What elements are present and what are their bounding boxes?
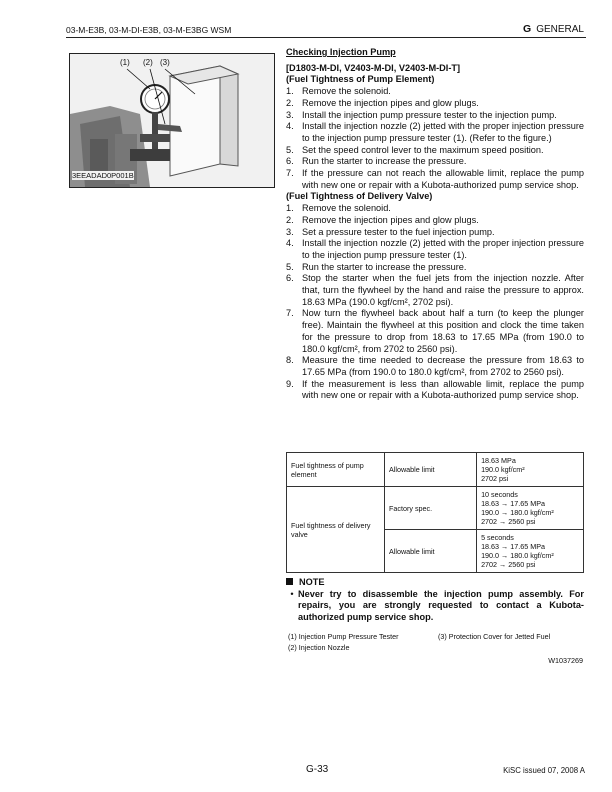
spec-type: Allowable limit	[385, 453, 477, 487]
step-text: Install the injection pump pressure tester to the injection pump.	[302, 109, 557, 120]
value-line: 18.63 → 17.65 MPa	[481, 499, 545, 508]
issue-info: KiSC issued 07, 2008 A	[503, 766, 585, 775]
value-line: 2702 → 2560 psi	[481, 560, 536, 569]
step-text: Remove the injection pipes and glow plugs.	[302, 97, 479, 108]
header-rule	[66, 37, 586, 38]
step-number: 7.	[286, 168, 294, 179]
value-line: 18.63 MPa	[481, 456, 516, 465]
note-square-icon	[286, 578, 293, 585]
callout-1: (1)	[120, 58, 130, 67]
step-text: Install the injection nozzle (2) jetted with the proper injection pressure to the injection pump pressure tester (1). (Refer to the figure.)	[302, 121, 584, 143]
step-text: Stop the starter when the fuel jets from the injection nozzle. After that, turn the flywheel by the hand and raise the pressure to approx. 18.63 MPa (190.0 kgf/cm², 2702 psi).	[302, 273, 584, 307]
figure-injection-pump-tester	[69, 53, 275, 188]
value-line: 18.63 → 17.65 MPa	[481, 542, 545, 551]
step-text: Set the speed control lever to the maximum speed position.	[302, 144, 544, 155]
step-text: Run the starter to increase the pressure.	[302, 261, 467, 272]
delivery-valve-heading: (Fuel Tightness of Delivery Valve)	[286, 191, 433, 202]
pump-element-heading: (Fuel Tightness of Pump Element)	[286, 74, 435, 85]
spec-value	[477, 530, 584, 573]
spec-value	[477, 487, 584, 530]
value-line: 2702 → 2560 psi	[481, 517, 536, 526]
step-number: 5.	[286, 144, 294, 155]
value-line: 5 seconds	[481, 533, 514, 542]
step-text: Set a pressure tester to the fuel injection pump.	[302, 226, 495, 237]
bullet-icon: •	[290, 588, 294, 599]
list-item	[286, 121, 584, 144]
callout-3: (3)	[160, 58, 170, 67]
spec-item-delivery-valve: Fuel tightness of delivery valve	[287, 487, 385, 573]
list-item	[286, 145, 584, 157]
running-header-left: 03-M-E3B, 03-M-DI-E3B, 03-M-E3BG WSM	[66, 25, 232, 35]
step-text: If the measurement is less than allowable limit, replace the pump with new one or repair with a Kubota-authorized pump service shop.	[302, 378, 584, 401]
value-line: 190.0 → 180.0 kgf/cm²	[481, 551, 554, 560]
figure-caption: 3EEADAD0P001B	[72, 171, 134, 180]
step-number: 2.	[286, 214, 294, 225]
step-number: 6.	[286, 273, 294, 284]
section-letter: G	[523, 23, 532, 35]
step-number: 4.	[286, 238, 294, 249]
step-number: 8.	[286, 355, 294, 366]
figure-legend	[288, 631, 588, 653]
list-item	[286, 215, 584, 227]
step-number: 5.	[286, 261, 294, 272]
list-item	[286, 355, 584, 378]
document-code: W1037269	[548, 656, 583, 665]
step-number: 6.	[286, 156, 294, 167]
step-text: If the pressure can not reach the allowable limit, replace the pump with new one or repair with a Kubota-authorized pump service shop.	[302, 168, 584, 190]
procedure-content	[286, 47, 584, 402]
note-heading	[286, 577, 584, 589]
step-text: Install the injection nozzle (2) jetted with the proper injection pressure to the injection pump pressure tester (1).	[302, 238, 584, 260]
legend-item-2: (2) Injection Nozzle	[288, 643, 350, 652]
value-line: 10 seconds	[481, 490, 518, 499]
table-row	[287, 487, 584, 530]
step-number: 2.	[286, 97, 294, 108]
value-line: 190.0 kgf/cm²	[481, 465, 525, 474]
running-header-right	[523, 23, 584, 35]
step-number: 9.	[286, 378, 294, 389]
value-line: 2702 psi	[481, 474, 509, 483]
pump-element-steps	[286, 86, 584, 191]
step-text: Measure the time needed to decrease the pressure from 18.63 to 17.65 MPa (from 190.0 to 180.0 kgf/cm², from 2702 to 2560 psi).	[302, 355, 584, 377]
note-block	[286, 577, 584, 624]
legend-row	[288, 642, 588, 653]
note-text: Never try to disassemble the injection pump assembly. For repairs, you are strongly requested to contact a Kubota-authorized pump service shop.	[298, 588, 584, 623]
spec-type: Allowable limit	[385, 530, 477, 573]
spec-type: Factory spec.	[385, 487, 477, 530]
list-item	[286, 203, 584, 215]
step-number: 1.	[286, 86, 294, 97]
table-row	[287, 453, 584, 487]
legend-item-1: (1) Injection Pump Pressure Tester	[288, 632, 399, 641]
step-text: Run the starter to increase the pressure.	[302, 156, 467, 167]
step-text: Remove the solenoid.	[302, 86, 391, 97]
step-text: Now turn the flywheel back about half a turn (to keep the plunger free). Maintain the flywheel at this position and clock the time taken for the pressure to drop from 18.63 to 17.65 MPa (from 190.0 to 180.0 kgf/cm², from 2702 to 2560 psi).	[302, 308, 584, 354]
step-text: Remove the injection pipes and glow plugs.	[302, 214, 479, 225]
list-item	[286, 156, 584, 168]
delivery-valve-steps	[286, 203, 584, 402]
applicable-models: [D1803-M-DI, V2403-M-DI, V2403-M-DI-T]	[286, 62, 461, 73]
list-item	[286, 110, 584, 122]
callout-2: (2)	[143, 58, 153, 67]
step-text: Remove the solenoid.	[302, 203, 391, 214]
page-number: G-33	[306, 764, 329, 775]
step-number: 1.	[286, 203, 294, 214]
list-item	[286, 86, 584, 98]
list-item	[286, 262, 584, 274]
list-item	[286, 238, 584, 261]
legend-row	[288, 631, 588, 642]
spec-value	[477, 453, 584, 487]
list-item	[286, 98, 584, 110]
list-item	[286, 308, 584, 355]
list-item	[286, 273, 584, 308]
step-number: 7.	[286, 308, 294, 319]
spec-table	[286, 452, 584, 573]
procedure-title: Checking Injection Pump	[286, 47, 396, 57]
spec-item-pump-element: Fuel tightness of pump element	[287, 453, 385, 487]
value-line: 190.0 → 180.0 kgf/cm²	[481, 508, 554, 517]
list-item	[286, 227, 584, 239]
step-number: 3.	[286, 109, 294, 120]
step-number: 4.	[286, 121, 294, 132]
note-item	[286, 589, 584, 624]
note-heading-text: NOTE	[299, 577, 325, 587]
figure-illustration	[70, 54, 274, 187]
legend-item-3: (3) Protection Cover for Jetted Fuel	[438, 632, 551, 641]
list-item	[286, 168, 584, 191]
step-number: 3.	[286, 226, 294, 237]
list-item	[286, 379, 584, 402]
section-name: GENERAL	[536, 24, 584, 35]
